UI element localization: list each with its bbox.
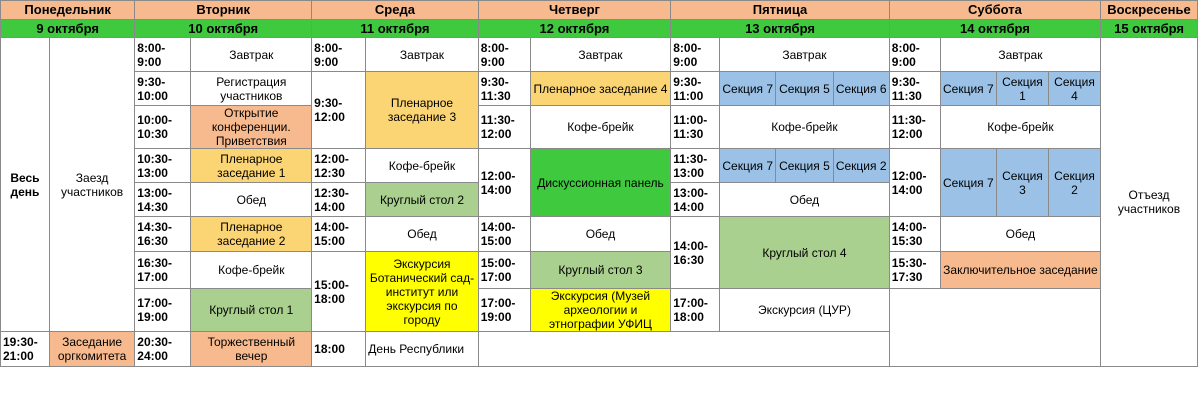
day-header-tuesday: Вторник — [135, 1, 312, 20]
friday-time: 14:00-16:30 — [671, 217, 720, 289]
wednesday-time: 8:00-9:00 — [312, 38, 366, 72]
thursday-time: 12:00-14:00 — [478, 149, 530, 217]
wednesday-time: 18:00 — [312, 332, 366, 367]
monday-all-day-time: Весь день — [1, 38, 50, 332]
saturday-closing-session: Заключительное заседание — [940, 252, 1100, 289]
monday-arrival-event: Заезд участников — [49, 38, 134, 332]
wednesday-time: 14:00-15:00 — [312, 217, 366, 252]
tuesday-registration: Регистрация участников — [191, 72, 312, 106]
friday-time: 11:00-11:30 — [671, 106, 720, 149]
date-friday: 13 октября — [671, 20, 890, 38]
day-header-sunday: Воскресенье — [1101, 1, 1198, 20]
tuesday-time: 14:30-16:30 — [135, 217, 191, 252]
saturday-time: 11:30-12:00 — [889, 106, 940, 149]
saturday-section: Секция 2 — [1048, 149, 1100, 217]
date-saturday: 14 октября — [889, 20, 1100, 38]
friday-excursion: Экскурсия (ЦУР) — [720, 289, 890, 332]
wednesday-breakfast: Завтрак — [366, 38, 478, 72]
tuesday-breakfast: Завтрак — [191, 38, 312, 72]
thursday-breakfast: Завтрак — [530, 38, 671, 72]
thursday-discussion-panel: Дискуссионная панель — [530, 149, 671, 217]
saturday-time: 8:00-9:00 — [889, 38, 940, 72]
date-sunday: 15 октября — [1101, 20, 1198, 38]
date-thursday: 12 октября — [478, 20, 671, 38]
friday-section: Секция 7 — [720, 149, 776, 183]
tuesday-time: 10:00-10:30 — [135, 106, 191, 149]
tuesday-lunch: Обед — [191, 183, 312, 217]
date-wednesday: 11 октября — [312, 20, 479, 38]
wednesday-time: 9:30-12:00 — [312, 72, 366, 149]
saturday-time: 15:30-17:30 — [889, 252, 940, 289]
thursday-time: 15:00-17:00 — [478, 252, 530, 289]
thursday-friday-empty-slot — [478, 332, 889, 367]
tuesday-time: 9:30-10:00 — [135, 72, 191, 106]
date-tuesday: 10 октября — [135, 20, 312, 38]
saturday-lunch: Обед — [940, 217, 1100, 252]
day-header-monday: Понедельник — [1, 1, 135, 20]
wednesday-round-table-2: Круглый стол 2 — [366, 183, 478, 217]
tuesday-time: 10:30-13:00 — [135, 149, 191, 183]
saturday-time: 14:00-15:30 — [889, 217, 940, 252]
thursday-time: 8:00-9:00 — [478, 38, 530, 72]
friday-time: 8:00-9:00 — [671, 38, 720, 72]
thursday-plenary-4: Пленарное заседание 4 — [530, 72, 671, 106]
saturday-section: Секция 7 — [940, 149, 996, 217]
saturday-section: Секция 1 — [996, 72, 1048, 106]
friday-section: Секция 6 — [833, 72, 889, 106]
day-header-thursday: Четверг — [478, 1, 671, 20]
thursday-lunch: Обед — [530, 217, 671, 252]
friday-section: Секция 7 — [720, 72, 776, 106]
friday-time: 9:30-11:00 — [671, 72, 720, 106]
tuesday-time: 16:30-17:00 — [135, 252, 191, 289]
wednesday-time: 12:30-14:00 — [312, 183, 366, 217]
wednesday-time: 15:00-18:00 — [312, 252, 366, 332]
tuesday-opening: Открытие конференции. Приветствия — [191, 106, 312, 149]
date-header-row — [1, 20, 1198, 38]
thursday-round-table-3: Круглый стол 3 — [530, 252, 671, 289]
tuesday-time: 17:00-19:00 — [135, 289, 191, 332]
wednesday-time: 12:00-12:30 — [312, 149, 366, 183]
saturday-section: Секция 4 — [1048, 72, 1100, 106]
friday-time: 11:30-13:00 — [671, 149, 720, 183]
day-header-friday: Пятница — [671, 1, 890, 20]
saturday-section: Секция 3 — [996, 149, 1048, 217]
thursday-coffee-break: Кофе-брейк — [530, 106, 671, 149]
thursday-time: 11:30-12:00 — [478, 106, 530, 149]
saturday-breakfast: Завтрак — [940, 38, 1100, 72]
tuesday-plenary-2: Пленарное заседание 2 — [191, 217, 312, 252]
wednesday-coffee-break: Кофе-брейк — [366, 149, 478, 183]
friday-section: Секция 2 — [833, 149, 889, 183]
friday-section: Секция 5 — [776, 72, 833, 106]
wednesday-excursion: Экскурсия Ботанический сад-институт или экскурсия по городу — [366, 252, 478, 332]
friday-breakfast: Завтрак — [720, 38, 890, 72]
saturday-coffee-break: Кофе-брейк — [940, 106, 1100, 149]
day-header-saturday: Суббота — [889, 1, 1100, 20]
wednesday-republic-day: День Республики — [366, 332, 478, 367]
friday-round-table-4: Круглый стол 4 — [720, 217, 890, 289]
saturday-section: Секция 7 — [940, 72, 996, 106]
monday-evening-time: 19:30-21:00 — [1, 332, 50, 367]
thursday-time: 17:00-19:00 — [478, 289, 530, 332]
friday-lunch: Обед — [720, 183, 890, 217]
friday-section: Секция 5 — [776, 149, 833, 183]
saturday-time: 12:00-14:00 — [889, 149, 940, 217]
saturday-empty-slot — [889, 289, 1100, 367]
thursday-time: 9:30-11:30 — [478, 72, 530, 106]
saturday-time: 9:30-11:30 — [889, 72, 940, 106]
tuesday-time: 20:30-24:00 — [135, 332, 191, 367]
day-header-wednesday: Среда — [312, 1, 479, 20]
tuesday-round-table-1: Круглый стол 1 — [191, 289, 312, 332]
monday-committee-meeting: Заседание оргкомитета — [49, 332, 134, 367]
weekday-header-row — [1, 1, 1198, 20]
date-monday: 9 октября — [1, 20, 135, 38]
thursday-time: 14:00-15:00 — [478, 217, 530, 252]
thursday-museum-excursion: Экскурсия (Музей археологии и этнографии УФИЦ — [530, 289, 671, 332]
wednesday-lunch: Обед — [366, 217, 478, 252]
friday-time: 13:00-14:00 — [671, 183, 720, 217]
tuesday-time: 13:00-14:30 — [135, 183, 191, 217]
tuesday-plenary-1: Пленарное заседание 1 — [191, 149, 312, 183]
tuesday-gala-evening: Торжественный вечер — [191, 332, 312, 367]
wednesday-plenary-3: Пленарное заседание 3 — [366, 72, 478, 149]
tuesday-time: 8:00-9:00 — [135, 38, 191, 72]
tuesday-coffee-break: Кофе-брейк — [191, 252, 312, 289]
sunday-departure-event: Отъезд участников — [1101, 38, 1198, 367]
friday-coffee-break: Кофе-брейк — [720, 106, 890, 149]
friday-time: 17:00-18:00 — [671, 289, 720, 332]
